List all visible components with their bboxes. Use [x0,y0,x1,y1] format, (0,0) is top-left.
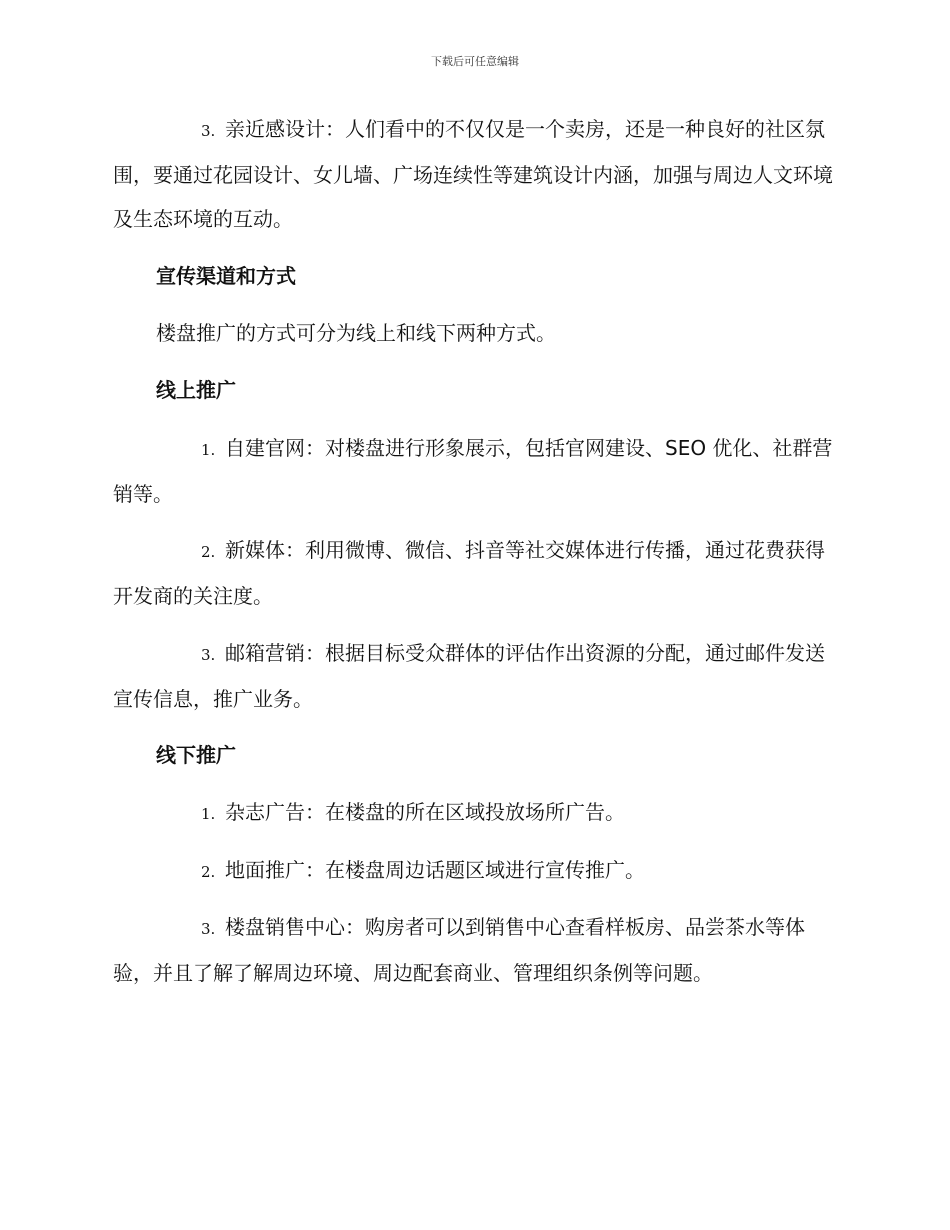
list-item-text: 杂志广告：在楼盘的所在区域投放场所广告。 [225,800,625,824]
list-item-text: 地面推广：在楼盘周边话题区域进行宣传推广。 [225,858,645,882]
list-item-number: 3. [201,646,216,664]
list-item-number: 1. [201,805,216,823]
list-item-number: 3. [201,122,216,140]
list-item-text: 楼盘销售中心：购房者可以到销售中心查看样板房、品尝茶水等体验，并且了解了解周边环境、周边配套商业、管理组织条例等问题。 [113,915,805,985]
section-heading-offline: 线下推广 [156,743,236,767]
list-item-offline-3 [113,905,839,995]
header-note: 下载后可任意编辑 [431,55,519,68]
list-item-number: 2. [201,863,216,881]
list-item-online-1 [113,426,839,516]
list-item-offline-2 [113,848,839,894]
paragraph-channels-intro: 楼盘推广的方式可分为线上和线下两种方式。 [156,321,556,345]
list-item-text: 亲近感设计：人们看中的不仅仅是一个卖房，还是一种良好的社区氛围，要通过花园设计、女儿墙、广场连续性等建筑设计内涵，加强与周边人文环境及生态环境的互动。 [113,117,833,231]
list-item-text: 自建官网：对楼盘进行形象展示，包括官网建设、SEO 优化、社群营销等。 [113,436,833,506]
section-heading-channels: 宣传渠道和方式 [156,264,296,288]
list-item-text: 新媒体：利用微博、微信、抖音等社交媒体进行传播，通过花费获得开发商的关注度。 [113,538,825,608]
list-item-number: 1. [201,441,216,459]
list-item-number: 3. [201,920,216,938]
list-item-offline-1 [113,790,839,836]
list-item-text: 邮箱营销：根据目标受众群体的评估作出资源的分配，通过邮件发送宣传信息，推广业务。 [113,641,825,711]
list-item-online-2 [113,528,839,618]
list-item-online-3 [113,631,839,721]
list-item-number: 2. [201,543,216,561]
list-item-intro [113,107,839,241]
section-heading-online: 线上推广 [156,378,236,402]
